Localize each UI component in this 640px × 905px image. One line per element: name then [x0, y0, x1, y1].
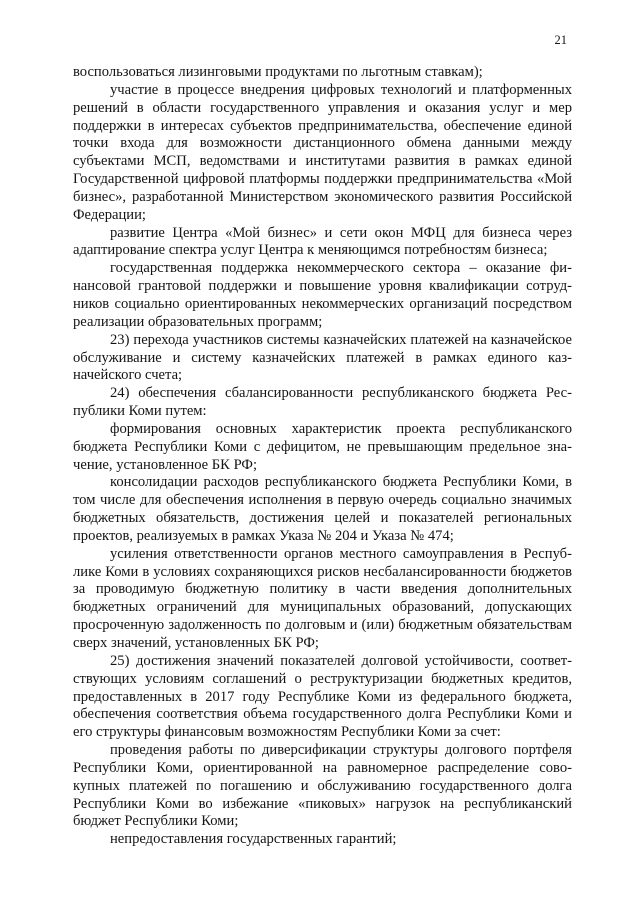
paragraph: консолидации расходов республиканского бюджета Республики Коми, в том числе для обеспечения исполнения в первую очередь социально значимых бюджетных обязательств, достижения целей и показателей региональных проектов, реализуемых в рамках Указа № 204 и Указа № 474; — [73, 474, 572, 544]
paragraph: 25) достижения значений показателей долговой устойчивости, соответствующих условиям соглашений о реструктуризации бюджетных кредитов, предоставленных в 2017 году Республике Коми из федерального бюджета, обеспечения соответствия объема государственного долга Республики Коми и его структуры финансовым возможностям Республики Коми за счет: — [73, 652, 572, 741]
paragraph: развитие Центра «Мой бизнес» и сети окон МФЦ для бизнеса через адаптирование спектра услуг Центра к меняющимся потребностям бизнеса; — [73, 224, 572, 259]
paragraph: проведения работы по диверсификации структуры долгового портфеля Республики Коми, ориентированной на равномерное распределение совокупных платежей по погашению и обслуживанию государственного долга Республики Коми во избежание «пиковых» нагрузок на республиканский бюджет Республики Коми; — [73, 742, 572, 830]
paragraph: государственная поддержка некоммерческого сектора – оказание финансовой грантовой поддержки и повышение уровня квалификации сотрудников социально ориентированных некоммерческих организаций посредством реализации образовательных программ; — [73, 260, 572, 330]
document-body — [73, 64, 572, 849]
paragraph: формирования основных характеристик проекта республиканского бюджета Республики Коми с дефицитом, не превышающим предельное значение, установленное БК РФ; — [73, 420, 572, 473]
paragraph: 23) перехода участников системы казначейских платежей на казначейское обслуживание и систему казначейских платежей в рамках единого казначейского счета; — [73, 331, 572, 384]
paragraph: 24) обеспечения сбалансированности республиканского бюджета Республики Коми путем: — [73, 385, 572, 420]
page-number: 21 — [554, 33, 567, 47]
paragraph: воспользоваться лизинговыми продуктами по льготным ставкам); — [73, 64, 483, 80]
paragraph: усиления ответственности органов местного самоуправления в Республике Коми в условиях сохраняющихся рисков несбалансированности бюджетов за проводимую бюджетную политику в части введения дополнительных бюджетных ограничений для муниципальных образований, допускающих просроченную задолженность по долговым и (или) бюджетным обязательствам сверх значений, установленных БК РФ; — [73, 545, 572, 651]
paragraph: непредоставления государственных гарантий; — [110, 831, 397, 848]
paragraph: участие в процессе внедрения цифровых технологий и платформенных решений в области государственного управления и оказания услуг и мер поддержки в интересах субъектов предпринимательства, обеспечение единой точки входа для возможности дистанционного обмена данными между субъектами МСП, ведомствами и институтами развития в рамках единой Государственной цифровой платформы поддержки предпринимательства «Мой бизнес», разработанной Министерством экономического развития Российской Федерации; — [73, 81, 572, 223]
